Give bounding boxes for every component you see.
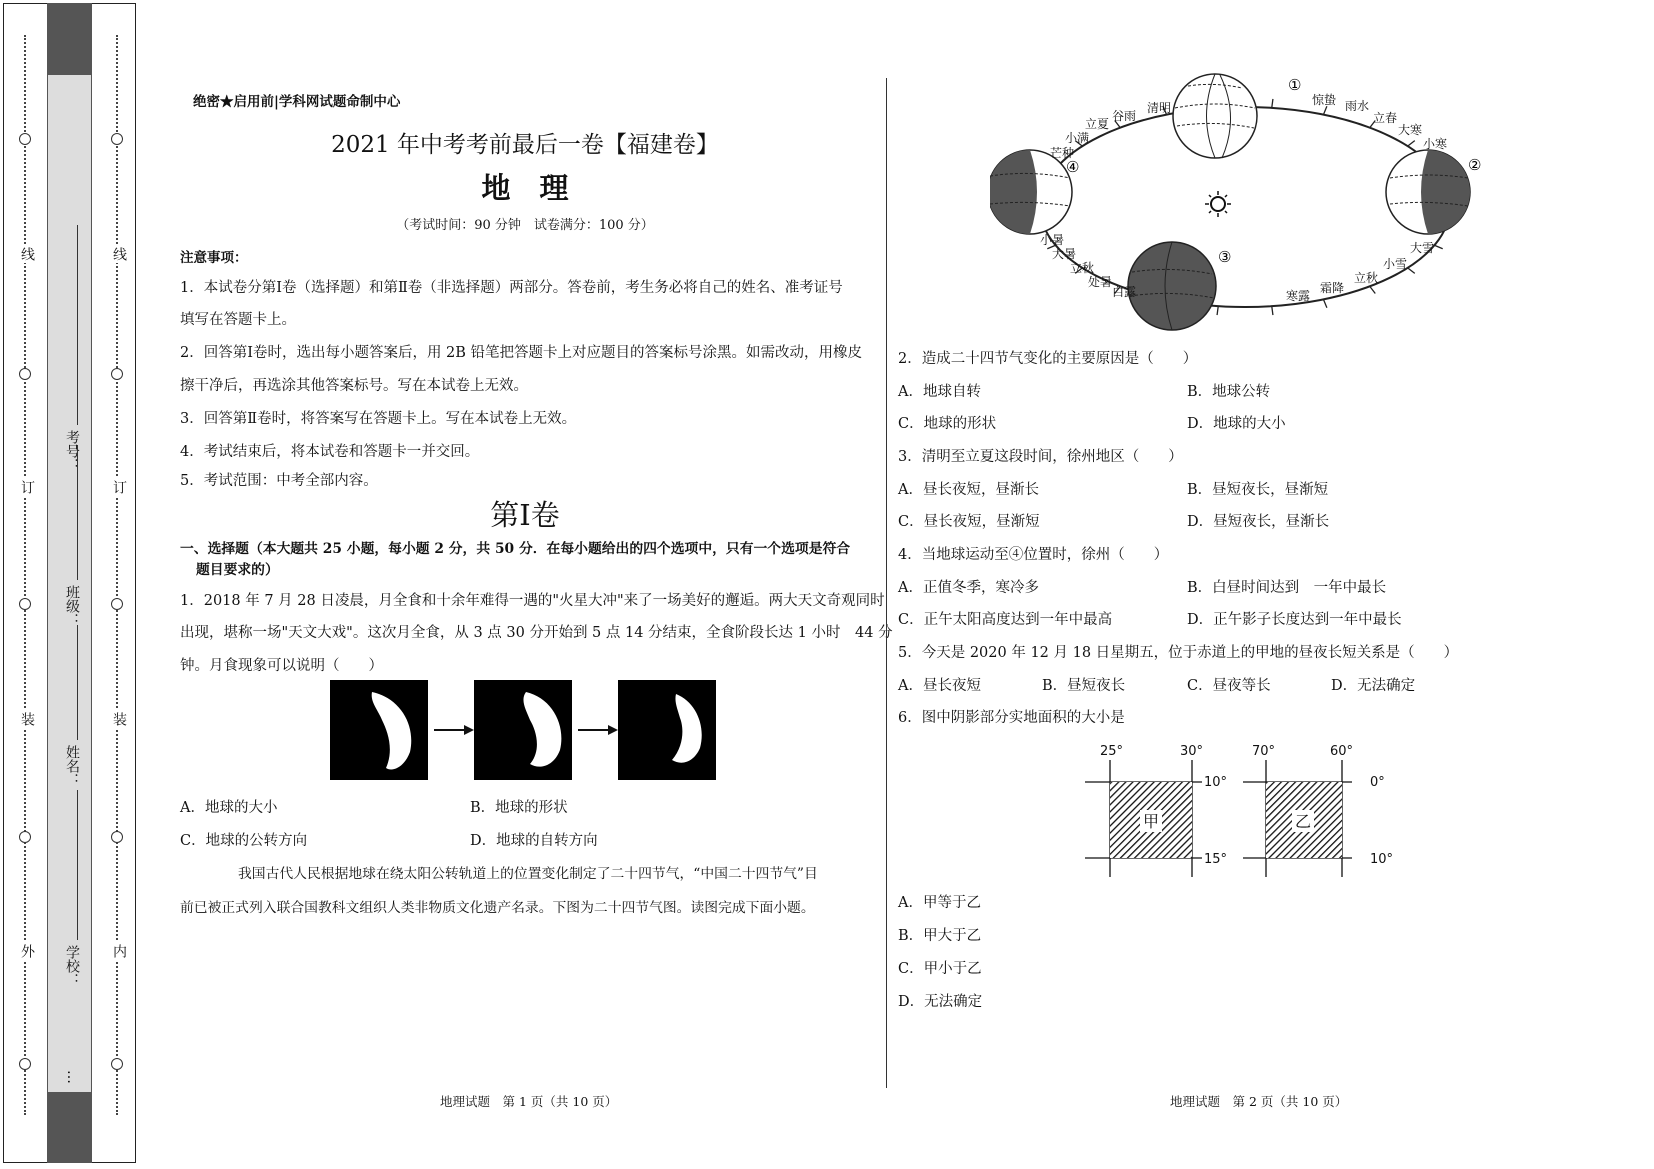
term-label: 小暑 bbox=[1040, 233, 1065, 247]
q5-stem: 5．今天是 2020 年 12 月 18 日星期五，位于赤道上的甲地的昼夜长短关系是（ ） bbox=[898, 645, 1459, 661]
term-label: 霜降 bbox=[1320, 281, 1345, 295]
grid-b-lon-right: 60° bbox=[1330, 744, 1354, 759]
term-label: 谷雨 bbox=[1112, 109, 1137, 123]
outer-mark-zhuang: 装 bbox=[19, 712, 35, 726]
section-instruction: 一、选择题（本大题共 25 小题，每小题 2 分，共 50 分．在每小题给出的四个选项中，只有一个选项是符合 bbox=[180, 541, 851, 557]
term-label: 芒种 bbox=[1050, 146, 1075, 160]
field-name-line[interactable] bbox=[77, 625, 78, 740]
q2-stem: 2．造成二十四节气变化的主要原因是（ ） bbox=[898, 351, 1198, 367]
inner-mark-ding: 订 bbox=[111, 480, 127, 494]
orbit-tick bbox=[1370, 286, 1375, 293]
grid-b-lat-bottom: 10° bbox=[1370, 852, 1394, 867]
grid-a-lat-bottom: 15° bbox=[1204, 852, 1228, 867]
q5-option-a[interactable]: A．昼长夜短 bbox=[898, 678, 981, 694]
earth-position-1 bbox=[1173, 74, 1257, 158]
outer-circle-mark bbox=[19, 133, 31, 145]
q4-option-b[interactable]: B．白昼时间达到 一年中最长 bbox=[1187, 580, 1387, 596]
earth-position-2 bbox=[1386, 150, 1470, 234]
earth-position-3 bbox=[1128, 242, 1216, 330]
q6-stem: 6．图中阴影部分实地面积的大小是 bbox=[898, 710, 1125, 726]
q1-option-b[interactable]: B．地球的形状 bbox=[470, 800, 568, 816]
q2-option-b[interactable]: B．地球公转 bbox=[1187, 384, 1271, 400]
q6-option-d[interactable]: D．无法确定 bbox=[898, 994, 983, 1010]
term-label: 寒露 bbox=[1286, 289, 1311, 303]
exam-title: 2021 年中考考前最后一卷【福建卷】 bbox=[331, 132, 719, 158]
term-label: 小雪 bbox=[1383, 257, 1408, 271]
q5-option-b[interactable]: B．昼短夜长 bbox=[1042, 678, 1126, 694]
orbit-tick bbox=[1434, 245, 1442, 248]
inner-mark-xian: 线 bbox=[111, 247, 127, 261]
mark-4: ④ bbox=[1066, 158, 1080, 176]
orbit-tick bbox=[1323, 106, 1326, 114]
term-label: 惊蛰 bbox=[1312, 93, 1337, 107]
inner-circle-mark bbox=[111, 368, 123, 380]
note-line: 3．回答第Ⅱ卷时，将答案写在答题卡上。写在本试卷上无效。 bbox=[180, 411, 577, 427]
inner-mark-zhuang: 装 bbox=[111, 712, 127, 726]
note-line: 5．考试范围：中考全部内容。 bbox=[180, 473, 378, 489]
term-label: 白露 bbox=[1112, 285, 1137, 299]
q6-option-b[interactable]: B．甲大于乙 bbox=[898, 928, 982, 944]
inner-circle-mark bbox=[111, 1058, 123, 1070]
note-line: 1．本试卷分第Ⅰ卷（选择题）和第Ⅱ卷（非选择题）两部分。答卷前，考生务必将自己的姓名、准考证号 bbox=[180, 280, 843, 296]
exam-info: （考试时间：90 分钟 试卷满分：100 分） bbox=[396, 218, 654, 233]
solar-terms-diagram bbox=[990, 72, 1500, 342]
note-line: 填写在答题卡上。 bbox=[180, 312, 296, 328]
outer-circle-mark bbox=[19, 1058, 31, 1070]
orbit-tick bbox=[1217, 306, 1218, 315]
binding-gray-band bbox=[47, 3, 92, 1163]
orbit-tick bbox=[1408, 268, 1415, 273]
term-label: 立春 bbox=[1373, 111, 1398, 125]
lunar-eclipse-figure bbox=[330, 680, 716, 780]
section-title: 第Ⅰ卷 bbox=[490, 498, 560, 532]
field-exam-number-label: 考号： bbox=[64, 430, 80, 472]
q1-stem-line: 钟。月食现象可以说明（ ） bbox=[180, 658, 383, 674]
inner-mark-nei: 内 bbox=[111, 944, 127, 958]
grid-b-label: 乙 bbox=[1295, 812, 1312, 831]
q4-option-d[interactable]: D．正午影子长度达到一年中最长 bbox=[1187, 612, 1402, 628]
field-school-label: 学校： bbox=[64, 945, 80, 987]
passage-line: 我国古代人民根据地球在绕太阳公转轨道上的位置变化制定了二十四节气，“中国二十四节气”目 bbox=[238, 866, 818, 882]
q6-option-c[interactable]: C．甲小于乙 bbox=[898, 961, 982, 977]
field-ellipsis: … bbox=[64, 1070, 80, 1084]
term-label: 大暑 bbox=[1052, 247, 1077, 261]
term-label: 立秋 bbox=[1070, 261, 1095, 275]
outer-mark-xian: 线 bbox=[19, 247, 35, 261]
section-instruction-cont: 题目要求的） bbox=[196, 562, 279, 578]
q3-option-a[interactable]: A．昼长夜短，昼渐长 bbox=[898, 482, 1039, 498]
secret-tag: 绝密★启用前|学科网试题命制中心 bbox=[193, 94, 401, 110]
field-class-label: 班级： bbox=[64, 585, 80, 627]
grid-b-lat-top: 0° bbox=[1370, 775, 1385, 790]
field-class-line[interactable] bbox=[77, 445, 78, 580]
inner-circle-mark bbox=[111, 133, 123, 145]
sun-icon bbox=[1211, 197, 1225, 211]
q4-stem: 4．当地球运动至④位置时，徐州（ ） bbox=[898, 547, 1169, 563]
mark-3: ③ bbox=[1218, 248, 1232, 266]
footer-page-2: 地理试题 第 2 页（共 10 页） bbox=[1170, 1094, 1348, 1109]
q4-option-c[interactable]: C．正午太阳高度达到一年中最高 bbox=[898, 612, 1113, 628]
term-label: 处暑 bbox=[1088, 275, 1113, 289]
mark-2: ② bbox=[1468, 156, 1482, 174]
orbit-tick bbox=[1272, 306, 1273, 315]
grid-a-lon-left: 25° bbox=[1100, 744, 1124, 759]
q2-option-a[interactable]: A．地球自转 bbox=[898, 384, 981, 400]
outer-circle-mark bbox=[19, 368, 31, 380]
field-name-label: 姓名： bbox=[64, 745, 80, 787]
binding-dark-bottom bbox=[47, 1092, 92, 1163]
outer-circle-mark bbox=[19, 598, 31, 610]
orbit-tick bbox=[1323, 299, 1326, 307]
earth-position-4 bbox=[990, 150, 1072, 234]
passage-line: 前已被正式列入联合国教科文组织人类非物质文化遗产名录。下图为二十四节气图。读图完成下面小题。 bbox=[180, 900, 815, 916]
term-label: 清明 bbox=[1147, 101, 1172, 115]
q1-option-d[interactable]: D．地球的自转方向 bbox=[470, 833, 598, 849]
q1-stem-line: 出现，堪称一场"天文大戏"。这次月全食，从 3 点 30 分开始到 5 点 14 分结束，全食阶段长达 1 小时 44 分 bbox=[180, 625, 893, 641]
q6-option-a[interactable]: A．甲等于乙 bbox=[898, 895, 981, 911]
term-label: 小满 bbox=[1065, 131, 1090, 145]
term-label: 大寒 bbox=[1398, 123, 1423, 137]
notes-heading: 注意事项： bbox=[180, 250, 248, 266]
note-line: 2．回答第Ⅰ卷时，选出每小题答案后，用 2B 铅笔把答题卡上对应题目的答案标号涂黑。如需改动，用橡皮 bbox=[180, 345, 863, 361]
column-divider bbox=[886, 78, 887, 1088]
q5-option-c[interactable]: C．昼夜等长 bbox=[1187, 678, 1271, 694]
q1-stem-line: 1．2018 年 7 月 28 日凌晨，月全食和十余年难得一遇的"火星大冲"来了一场美好的邂逅。两大天文奇观同时 bbox=[180, 593, 885, 609]
binding-strip bbox=[0, 0, 140, 1169]
note-line: 4．考试结束后，将本试卷和答题卡一并交回。 bbox=[180, 444, 480, 460]
latitude-grid-figure bbox=[1080, 742, 1420, 882]
term-label: 小寒 bbox=[1423, 137, 1448, 151]
q3-stem: 3．清明至立夏这段时间，徐州地区（ ） bbox=[898, 449, 1183, 465]
q4-option-a[interactable]: A．正值冬季，寒冷多 bbox=[898, 580, 1039, 596]
q3-option-c[interactable]: C．昼长夜短，昼渐短 bbox=[898, 514, 1040, 530]
grid-a-lon-right: 30° bbox=[1180, 744, 1204, 759]
q3-option-b[interactable]: B．昼短夜长，昼渐短 bbox=[1187, 482, 1329, 498]
q5-option-d[interactable]: D．无法确定 bbox=[1331, 678, 1416, 694]
binding-dark-top bbox=[47, 3, 92, 75]
inner-circle-mark bbox=[111, 831, 123, 843]
grid-b-lon-left: 70° bbox=[1252, 744, 1276, 759]
inner-circle-mark bbox=[111, 598, 123, 610]
mark-1: ① bbox=[1288, 76, 1302, 94]
orbit-tick bbox=[1408, 141, 1415, 146]
term-label: 大雪 bbox=[1410, 241, 1435, 255]
subject-title: 地 理 bbox=[481, 171, 569, 205]
footer-page-1: 地理试题 第 1 页（共 10 页） bbox=[440, 1094, 618, 1109]
q2-option-d[interactable]: D．地球的大小 bbox=[1187, 416, 1286, 432]
grid-a-lat-top: 10° bbox=[1204, 775, 1228, 790]
q1-option-a[interactable]: A．地球的大小 bbox=[180, 800, 278, 816]
outer-mark-ding: 订 bbox=[19, 480, 35, 494]
q3-option-d[interactable]: D．昼短夜长，昼渐长 bbox=[1187, 514, 1330, 530]
term-label: 立夏 bbox=[1085, 117, 1110, 131]
term-label: 立秋 bbox=[1354, 271, 1379, 285]
q1-option-c[interactable]: C．地球的公转方向 bbox=[180, 833, 308, 849]
outer-circle-mark bbox=[19, 831, 31, 843]
grid-a-label: 甲 bbox=[1143, 812, 1160, 831]
orbit-tick bbox=[1272, 99, 1273, 108]
term-label: 雨水 bbox=[1345, 99, 1370, 113]
outer-mark-wai: 外 bbox=[19, 944, 35, 958]
field-school-line[interactable] bbox=[77, 790, 78, 940]
note-line: 擦干净后，再选涂其他答案标号。写在本试卷上无效。 bbox=[180, 378, 528, 394]
q2-option-c[interactable]: C．地球的形状 bbox=[898, 416, 997, 432]
field-exam-number-line[interactable] bbox=[77, 225, 78, 425]
